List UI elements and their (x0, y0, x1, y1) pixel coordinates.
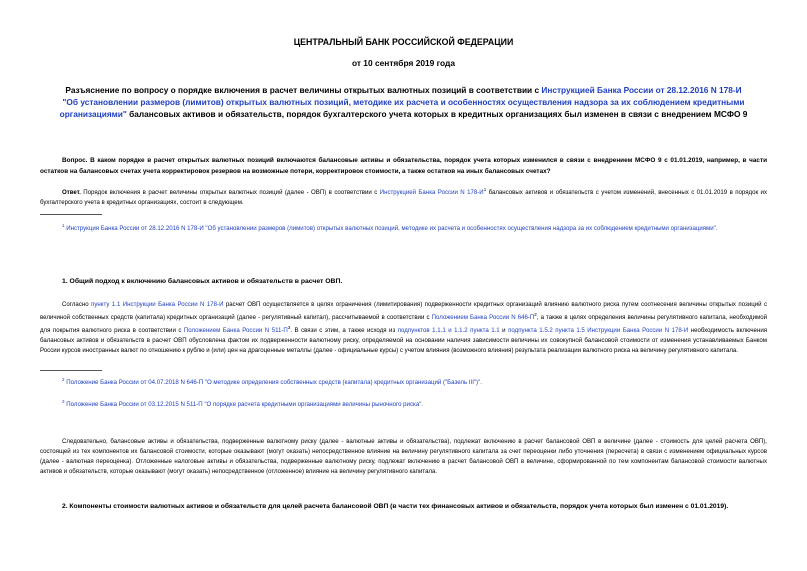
section-1-heading: 1. Общий подход к включению балансовых активов и обязательств в расчет ОВП. (62, 278, 343, 285)
text-run: необходимость включения балансовых активов и обязательств в расчет ОВП обусловлена фактом их подверженности валютному риску, определяемой на основании наличия зависимости величины их совокупной балансовой стоимости от изменения устанавливаемых Банком России курсов иностранных валют по отношению к рублю и (или) цен на драгоценные металлы (далее - официальные курсы) с учетом влияния (возможного влияния) результата реализации валютного риска на величину регулятивного капитала. (40, 327, 768, 355)
title-suffix: балансовых активов и обязательств, порядок бухгалтерского учета которых в кредитных организациях был изменен в связи с внедрением МСФО 9 (126, 109, 748, 119)
document-date: от 10 сентября 2019 года (351, 58, 456, 68)
footnote-ref-3[interactable]: 3 (287, 325, 291, 331)
footnote-1 (62, 221, 767, 234)
footnote-3-link[interactable]: Положение Банка России от 03.12.2015 N 511-П "О порядке расчета кредитными организациями величины рыночного риска". (66, 401, 424, 409)
section-1-paragraph (40, 297, 767, 357)
instruction-178i-name-link[interactable]: "Об установлении размеров (лимитов) открытых валютных позиций, методике их расчета и особенностях осуществления надзора за их соблюдением кредитными организациями" (59, 97, 745, 119)
footnote-marker-2: 2 (62, 377, 65, 382)
text-run: расчет ОВП осуществляется в целях ограничения (лимитирования) подверженности кредитных организаций влиянию валютного риска путем соотнесения величины открытых позиций с величиной собственных средств (капитала) кредитных организаций (далее - регулятивный капитал), рассчитываемой в соответствии с (40, 301, 768, 322)
footnote-divider (40, 214, 102, 215)
instruction-178i-answer-link[interactable]: Инструкцией Банка России N 178-И (379, 189, 484, 197)
instruction-178i-link[interactable]: Инструкцией Банка России от 28.12.2016 N 178-И (541, 85, 742, 95)
regulation-511p-link[interactable]: Положением Банка России N 511-П (183, 327, 288, 335)
subpoint-1-5-2-link[interactable]: подпункта 1.5.2 пункта 1.5 Инструкции Банка России N 178-И (508, 327, 689, 335)
answer-text-b: балансовых активов и обязательств с учетом изменений, внесенных с 01.01.2019 в порядок их бухгалтерского учета в кредитных организациях, состоит в следующем. (40, 189, 767, 207)
footnote-ref-1[interactable]: 1 (483, 187, 487, 192)
section-2-heading: 2. Компоненты стоимости валютных активов и обязательств для целей расчета балансовой ОВП (в части тех финансовых активов и обязательств, порядок учета которых был изменен с 01.01.2019). (62, 503, 729, 510)
footnote-2-link[interactable]: Положение Банка России от 04.07.2018 N 646-П "О методике определения собственных средств (капитала) кредитных организаций ("Базель III")". (66, 379, 482, 387)
text-run: и (499, 327, 509, 335)
footnote-2 (62, 375, 767, 388)
text-run: , а также в целях определения величины регулятивного капитала, необходимой для покрытия валютного риска в соответствии с (40, 314, 768, 335)
regulation-646p-link[interactable]: Положением Банка России N 646-П (431, 314, 535, 322)
point-1-1-link[interactable]: пункту 1.1 Инструкции Банка России N 178-И (91, 301, 224, 309)
footnote-marker-1: 1 (62, 223, 65, 228)
title-prefix: Разъяснение по вопросу о порядке включения в расчет величины открытых валютных позиций в соответствии с (65, 85, 542, 95)
answer-paragraph (40, 185, 767, 208)
footnote-3 (62, 397, 767, 410)
issuer-heading: ЦЕНТРАЛЬНЫЙ БАНК РОССИЙСКОЙ ФЕДЕРАЦИИ (293, 37, 514, 47)
answer-text-a: Порядок включения в расчет величины открытых валютных позиций (далее - ОВП) в соответствии с (80, 189, 380, 197)
text-run: . В связи с этим, а также исходя из (290, 327, 398, 335)
text-run: Согласно (62, 301, 92, 309)
footnote-divider (40, 370, 102, 371)
footnote-1-link[interactable]: Инструкция Банка России от 28.12.2016 N 178-И "Об установлении размеров (лимитов) открытых валютных позиций, методике их расчета и особенностях осуществления надзора за их соблюдением кредитными организациями". (66, 225, 718, 233)
footnote-ref-2[interactable]: 2 (534, 312, 537, 318)
answer-label: Ответ. (62, 189, 81, 197)
subpoints-link[interactable]: подпунктов 1.1.1 и 1.1.2 пункта 1.1 (397, 327, 500, 335)
document-title (40, 84, 767, 120)
question-paragraph: Вопрос. В каком порядке в расчет открытых валютных позиций включаются балансовые активы и обязательства, порядок учета которых изменился в связи с внедрением МСФО 9 с 01.01.2019, например, в части остатков на балансовых счетах учета корректировок резервов на возможные потери, корректировок стоимости, а также остатков на иных балансовых счетах? (40, 157, 767, 175)
footnote-marker-3: 3 (62, 399, 65, 404)
paragraph-conclusion: Следовательно, балансовые активы и обязательства, подверженные валютному риску (далее - валютные активы и обязательства), подлежат включению в расчет балансовой ОВП в величине (далее - стоимость для целей расчета ОВП), состоящей из тех компонентов их балансовой стоимости, которые оказывают (могут оказать) непосредственное влияние на величину регулятивного капитала за счет переоценки либо уточнения (пересчета) в связи с изменением официальных курсов (далее - валютная переоценка). Отложенные налоговые активы и обязательства, подверженные валютному риску, подлежат включению в расчет балансовой ОВП в величине, сформированной по тем компонентам балансовой стоимости валютных активов и обязательств, которые оказывают (могут оказать) непосредственное (отложенное) влияние на величину регулятивного капитала. (40, 438, 767, 476)
